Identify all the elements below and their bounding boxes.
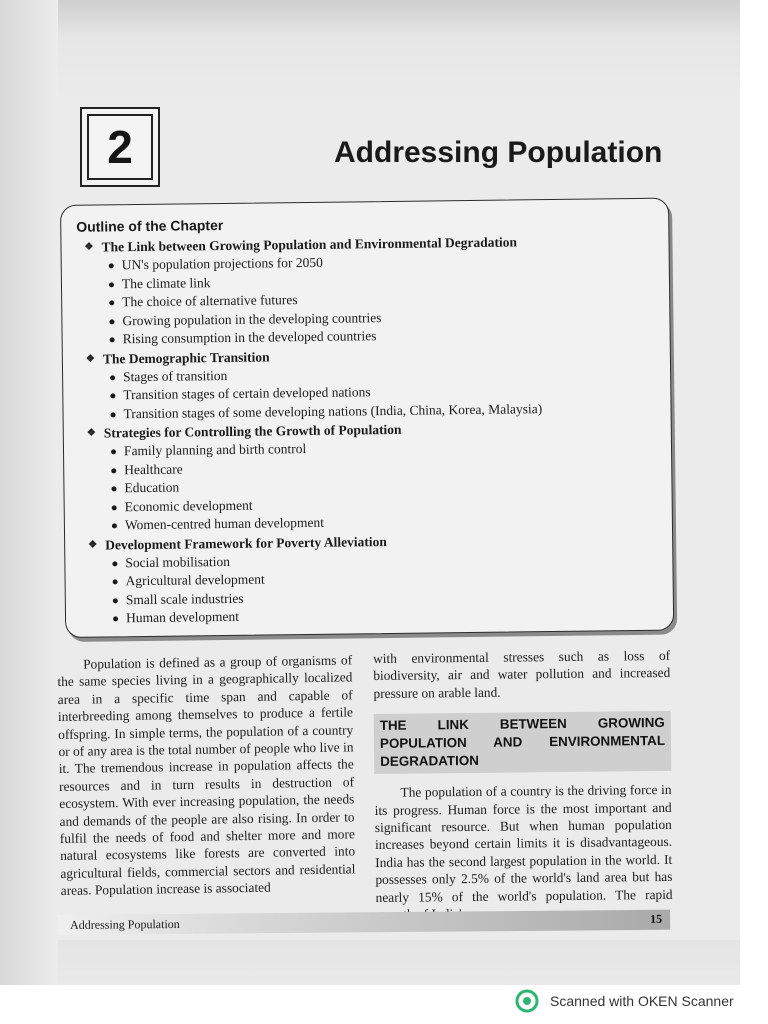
outline-item: UN's population projections for 2050: [62, 250, 662, 276]
outline-item: Growing population in the developing countries: [62, 305, 662, 331]
chapter-number: 2: [87, 114, 153, 180]
left-column: [57, 651, 356, 899]
chapter-outline-box: [60, 198, 674, 638]
outline-item: Economic development: [65, 491, 665, 517]
outline-item: Agricultural development: [65, 566, 665, 592]
scanner-watermark: [515, 989, 734, 1013]
chapter-title: Addressing Population: [334, 136, 663, 169]
outline-section-label: Strategies for Controlling the Growth of Population: [103, 421, 402, 441]
right-column: [373, 647, 673, 924]
outline-list: [61, 231, 666, 629]
top-shadow: [58, 0, 740, 95]
outline-section-label: Development Framework for Poverty Alleviation: [105, 533, 387, 552]
diamond-bullet-icon: ❖: [85, 353, 95, 365]
outline-section-label: The Link between Growing Population and Environmental Degradation: [101, 234, 518, 255]
outline-item: Women-centred human development: [65, 510, 665, 536]
book-spine-shadow: [0, 0, 58, 985]
chapter-number-box: [80, 107, 160, 187]
continued-paragraph: with environmental stresses such as loss of biodiversity, air and water pollution and increased pressure on arable land.: [373, 647, 671, 701]
outline-item: Transition stages of some developing nations (India, China, Korea, Malaysia): [63, 398, 663, 424]
page-number: 15: [649, 911, 663, 926]
diamond-bullet-icon: ❖: [86, 427, 96, 439]
outline-item: Healthcare: [64, 454, 664, 480]
outline-item: Stages of transition: [63, 361, 663, 387]
outline-item: Rising consumption in the developed countries: [63, 324, 663, 350]
section-heading: THE LINK BETWEEN GROWING POPULATION AND ENVIRONMENTAL DEGRADATION: [374, 711, 672, 774]
diamond-bullet-icon: ❖: [88, 539, 98, 551]
running-title: Addressing Population: [70, 916, 180, 932]
outline-item: Human development: [66, 603, 666, 629]
outline-item: Education: [64, 473, 664, 499]
scanner-text: Scanned with OKEN Scanner: [550, 993, 734, 1009]
section-paragraph: The population of a country is the driving force in its progress. Human force is the most important and significant resource. But when human population increases beyond certain limits it is disadvantageous. India has the second largest population in the world. It possesses only 2.5% of the world's land area but has nearly 15% of the world's population. The rapid: [374, 782, 673, 905]
outline-item: Family planning and birth control: [64, 436, 664, 462]
outline-item: Small scale industries: [66, 584, 666, 610]
diamond-bullet-icon: ❖: [84, 241, 94, 253]
outline-heading: Outline of the Chapter: [76, 217, 224, 235]
bottom-margin: [58, 940, 740, 985]
oken-scanner-logo-icon: [515, 989, 539, 1013]
intro-paragraph: Population is defined as a group of organisms of the same species living in a geographically localized area in a specific time span and capable of interbreeding among themselves to produce a fertile offspring. In simple terms, the population of a country or of any area is the total number of people who live in it. The tremendous increase in population affects the resources and in turn results in destruction of ecosystem. With ever increasing population, the needs and demands of the people are also rising. In order to fulfil the needs of food and shelter more and more natural ecosystems like forests are converted into agricultural fields, commercial sectors and residential areas. Population increase is associated: [57, 652, 356, 899]
outline-item: The climate link: [62, 268, 662, 294]
outline-section-label: The Demographic Transition: [102, 348, 270, 366]
page-footer: [58, 910, 670, 935]
outline-item: Social mobilisation: [65, 547, 665, 573]
outline-item: Transition stages of certain developed nations: [63, 380, 663, 406]
outline-item: The choice of alternative futures: [62, 287, 662, 313]
